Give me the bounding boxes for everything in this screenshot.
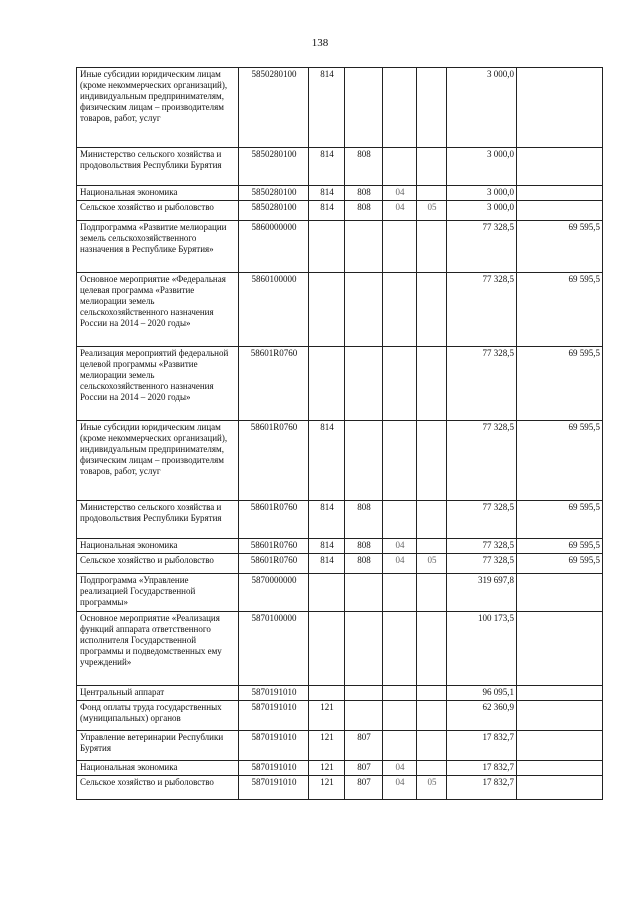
cell-ministry (345, 347, 383, 421)
cell-expense-type: 814 (309, 539, 345, 554)
cell-section: 04 (383, 201, 417, 221)
cell-subsection (417, 701, 447, 731)
cell-subsection (417, 686, 447, 701)
cell-name: Основное мероприятие «Федеральная целевая программа «Развитие мелиорации земель сельскохозяйственного назначения России на 2014 – 2020 годы» (77, 273, 239, 347)
cell-amount-2 (517, 612, 603, 686)
cell-section: 04 (383, 761, 417, 776)
table-row (77, 539, 603, 554)
cell-amount-2: 69 595,5 (517, 539, 603, 554)
cell-target-code: 5870100000 (239, 612, 309, 686)
cell-expense-type: 121 (309, 731, 345, 761)
cell-section (383, 221, 417, 273)
cell-amount-1: 77 328,5 (447, 421, 517, 501)
cell-subsection (417, 148, 447, 186)
cell-name: Национальная экономика (77, 761, 239, 776)
cell-amount-1: 77 328,5 (447, 273, 517, 347)
cell-amount-2: 69 595,5 (517, 273, 603, 347)
cell-amount-2 (517, 776, 603, 800)
cell-ministry (345, 701, 383, 731)
cell-ministry: 808 (345, 501, 383, 539)
cell-expense-type: 814 (309, 68, 345, 148)
cell-section: 04 (383, 186, 417, 201)
cell-amount-1: 96 095,1 (447, 686, 517, 701)
table-row (77, 612, 603, 686)
cell-target-code: 58601R0760 (239, 539, 309, 554)
cell-target-code: 5850280100 (239, 186, 309, 201)
cell-name: Центральный аппарат (77, 686, 239, 701)
cell-amount-2: 69 595,5 (517, 221, 603, 273)
cell-expense-type: 121 (309, 701, 345, 731)
cell-expense-type (309, 574, 345, 612)
cell-expense-type: 814 (309, 501, 345, 539)
cell-target-code: 5870191010 (239, 686, 309, 701)
cell-ministry: 808 (345, 186, 383, 201)
cell-amount-1: 77 328,5 (447, 539, 517, 554)
cell-subsection (417, 421, 447, 501)
cell-amount-2 (517, 68, 603, 148)
cell-expense-type (309, 686, 345, 701)
cell-section (383, 148, 417, 186)
cell-ministry (345, 686, 383, 701)
cell-target-code: 5870191010 (239, 776, 309, 800)
cell-target-code: 5860100000 (239, 273, 309, 347)
cell-subsection: 05 (417, 776, 447, 800)
table-row (77, 776, 603, 800)
table-row (77, 201, 603, 221)
cell-amount-2 (517, 574, 603, 612)
cell-expense-type (309, 612, 345, 686)
cell-amount-1: 3 000,0 (447, 201, 517, 221)
cell-subsection (417, 761, 447, 776)
cell-subsection (417, 539, 447, 554)
cell-amount-1: 17 832,7 (447, 776, 517, 800)
table-row (77, 686, 603, 701)
cell-amount-2 (517, 201, 603, 221)
cell-target-code: 58601R0760 (239, 421, 309, 501)
cell-ministry: 807 (345, 776, 383, 800)
cell-subsection: 05 (417, 554, 447, 574)
cell-ministry: 807 (345, 731, 383, 761)
cell-amount-1: 100 173,5 (447, 612, 517, 686)
cell-expense-type: 814 (309, 201, 345, 221)
cell-subsection (417, 501, 447, 539)
cell-amount-2 (517, 701, 603, 731)
cell-amount-2 (517, 148, 603, 186)
cell-subsection (417, 612, 447, 686)
cell-name: Иные субсидии юридическим лицам (кроме некоммерческих организаций), индивидуальным предпринимателям, физическим лицам – производителям товаров, работ, услуг (77, 421, 239, 501)
cell-target-code: 58601R0760 (239, 554, 309, 574)
cell-ministry (345, 421, 383, 501)
cell-name: Основное мероприятие «Реализация функций аппарата ответственного исполнителя Государственной программы и подведомственных ему учреждений» (77, 612, 239, 686)
cell-amount-1: 77 328,5 (447, 347, 517, 421)
table-row (77, 554, 603, 574)
cell-name: Подпрограмма «Развитие мелиорации земель сельскохозяйственного назначения в Республике Бурятия» (77, 221, 239, 273)
cell-amount-2 (517, 731, 603, 761)
table-row (77, 68, 603, 148)
cell-amount-2: 69 595,5 (517, 554, 603, 574)
cell-expense-type: 814 (309, 421, 345, 501)
table-row (77, 421, 603, 501)
cell-ministry (345, 221, 383, 273)
table-row (77, 347, 603, 421)
cell-section (383, 612, 417, 686)
cell-target-code: 5870191010 (239, 761, 309, 776)
cell-section (383, 686, 417, 701)
cell-target-code: 5870191010 (239, 701, 309, 731)
cell-ministry (345, 612, 383, 686)
cell-name: Фонд оплаты труда государственных (муниципальных) органов (77, 701, 239, 731)
cell-expense-type: 121 (309, 761, 345, 776)
cell-amount-2 (517, 761, 603, 776)
cell-amount-2 (517, 686, 603, 701)
cell-amount-1: 77 328,5 (447, 554, 517, 574)
cell-target-code: 58601R0760 (239, 501, 309, 539)
cell-target-code: 5850280100 (239, 201, 309, 221)
cell-amount-1: 77 328,5 (447, 221, 517, 273)
cell-ministry: 808 (345, 554, 383, 574)
cell-amount-1: 77 328,5 (447, 501, 517, 539)
cell-section (383, 731, 417, 761)
cell-target-code: 5850280100 (239, 68, 309, 148)
cell-amount-1: 17 832,7 (447, 761, 517, 776)
cell-expense-type (309, 347, 345, 421)
table-row (77, 273, 603, 347)
cell-target-code: 5870191010 (239, 731, 309, 761)
cell-subsection (417, 186, 447, 201)
cell-ministry: 808 (345, 539, 383, 554)
cell-amount-1: 3 000,0 (447, 68, 517, 148)
cell-section (383, 701, 417, 731)
cell-name: Реализация мероприятий федеральной целевой программы «Развитие мелиорации земель сельскохозяйственного назначения России на 2014 – 2020 годы» (77, 347, 239, 421)
table-row (77, 186, 603, 201)
cell-subsection (417, 347, 447, 421)
cell-section (383, 347, 417, 421)
cell-name: Сельское хозяйство и рыболовство (77, 201, 239, 221)
cell-name: Национальная экономика (77, 186, 239, 201)
cell-section (383, 273, 417, 347)
cell-ministry (345, 574, 383, 612)
table-row (77, 501, 603, 539)
cell-section (383, 574, 417, 612)
cell-target-code: 58601R0760 (239, 347, 309, 421)
table-row (77, 701, 603, 731)
cell-amount-2: 69 595,5 (517, 421, 603, 501)
cell-amount-2: 69 595,5 (517, 347, 603, 421)
cell-section (383, 68, 417, 148)
cell-target-code: 5860000000 (239, 221, 309, 273)
cell-amount-2: 69 595,5 (517, 501, 603, 539)
table-row (77, 761, 603, 776)
cell-amount-1: 17 832,7 (447, 731, 517, 761)
cell-name: Министерство сельского хозяйства и продовольствия Республики Бурятия (77, 148, 239, 186)
cell-name: Сельское хозяйство и рыболовство (77, 554, 239, 574)
cell-ministry: 808 (345, 201, 383, 221)
cell-section: 04 (383, 776, 417, 800)
page-number: 138 (311, 37, 329, 49)
cell-ministry (345, 68, 383, 148)
table-row (77, 148, 603, 186)
cell-subsection (417, 731, 447, 761)
cell-ministry (345, 273, 383, 347)
cell-amount-1: 3 000,0 (447, 186, 517, 201)
table-row (77, 731, 603, 761)
cell-name: Иные субсидии юридическим лицам (кроме некоммерческих организаций), индивидуальным предпринимателям, физическим лицам – производителям товаров, работ, услуг (77, 68, 239, 148)
cell-amount-1: 319 697,8 (447, 574, 517, 612)
cell-subsection (417, 574, 447, 612)
cell-amount-1: 62 360,9 (447, 701, 517, 731)
budget-table (76, 67, 603, 800)
cell-subsection (417, 221, 447, 273)
cell-subsection (417, 68, 447, 148)
cell-name: Национальная экономика (77, 539, 239, 554)
cell-section: 04 (383, 554, 417, 574)
cell-expense-type: 814 (309, 186, 345, 201)
cell-section (383, 421, 417, 501)
cell-target-code: 5870000000 (239, 574, 309, 612)
cell-name: Сельское хозяйство и рыболовство (77, 776, 239, 800)
cell-expense-type: 814 (309, 554, 345, 574)
cell-expense-type (309, 273, 345, 347)
cell-section (383, 501, 417, 539)
cell-expense-type (309, 221, 345, 273)
cell-subsection: 05 (417, 201, 447, 221)
cell-subsection (417, 273, 447, 347)
cell-ministry: 807 (345, 761, 383, 776)
cell-expense-type: 121 (309, 776, 345, 800)
cell-name: Управление ветеринарии Республики Бурятия (77, 731, 239, 761)
cell-amount-2 (517, 186, 603, 201)
cell-section: 04 (383, 539, 417, 554)
cell-ministry: 808 (345, 148, 383, 186)
cell-amount-1: 3 000,0 (447, 148, 517, 186)
table-row (77, 574, 603, 612)
cell-target-code: 5850280100 (239, 148, 309, 186)
cell-expense-type: 814 (309, 148, 345, 186)
cell-name: Подпрограмма «Управление реализацией Государственной программы» (77, 574, 239, 612)
table-row (77, 221, 603, 273)
cell-name: Министерство сельского хозяйства и продовольствия Республики Бурятия (77, 501, 239, 539)
